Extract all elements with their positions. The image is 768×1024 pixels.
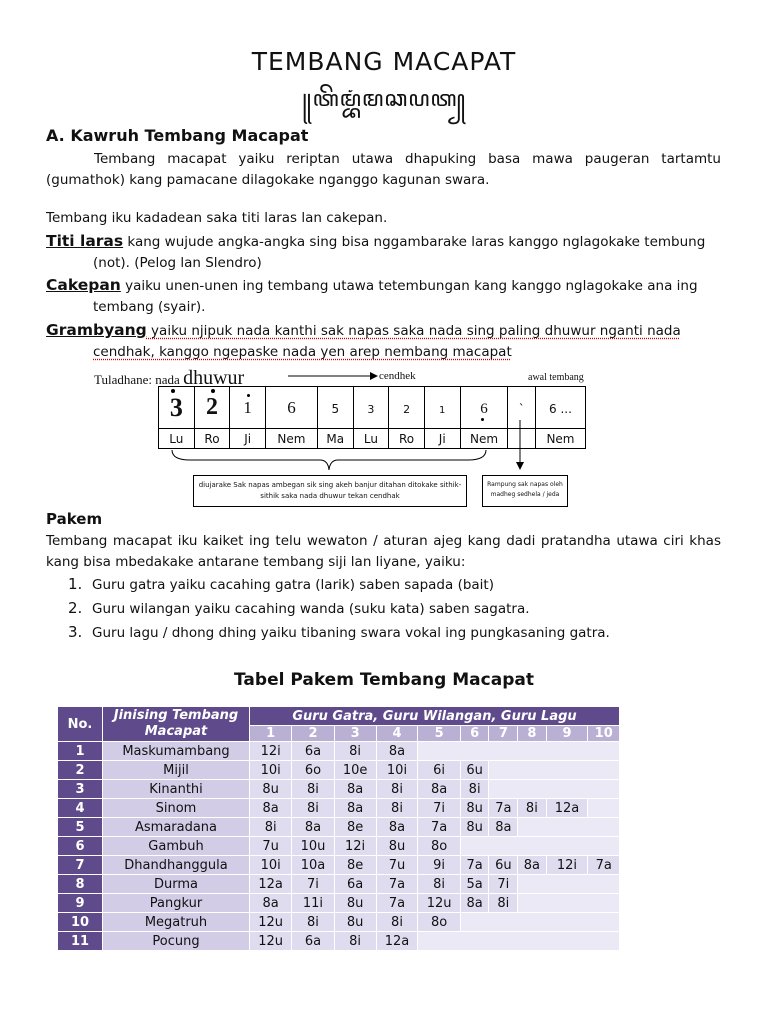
header-group: Guru Gatra, Guru Wilangan, Guru Lagu <box>250 707 620 726</box>
example-label-low: cendhek <box>379 370 416 382</box>
octave-dot-3 <box>247 394 250 397</box>
value-cell: 9i <box>418 856 460 875</box>
row-number: 2 <box>58 761 103 780</box>
list-text: Guru lagu / dhong dhing yaiku tibaning swara vokal ing pungkasaning gatra. <box>92 625 610 641</box>
syllable-4: Nem <box>265 429 317 449</box>
value-cell: 12i <box>546 856 588 875</box>
tembang-name: Gambuh <box>103 837 250 856</box>
note-5: 5 <box>331 402 340 416</box>
list-item <box>68 573 728 597</box>
note-11: 6 ... <box>549 402 572 416</box>
empty-cell <box>518 818 620 837</box>
empty-cell <box>489 780 620 799</box>
value-cell: 8i <box>250 818 292 837</box>
tembang-name: Sinom <box>103 799 250 818</box>
value-cell: 6u <box>489 856 518 875</box>
row-number: 4 <box>58 799 103 818</box>
titi-laras-term: Titi laras <box>46 232 124 250</box>
value-cell: 12i <box>334 837 376 856</box>
value-cell: 10i <box>250 856 292 875</box>
tembang-name: Megatruh <box>103 913 250 932</box>
tembang-name: Durma <box>103 875 250 894</box>
syllable-1: Lu <box>159 429 195 449</box>
row-number: 5 <box>58 818 103 837</box>
value-cell: 10u <box>292 837 334 856</box>
syllable-6: Lu <box>353 429 389 449</box>
grambyang-text-cont: cendhak, kanggo ngepaske nada yen arep nembang macapat <box>93 344 512 360</box>
empty-cell <box>518 894 620 913</box>
value-cell: 12i <box>250 742 292 761</box>
column-header: 2 <box>292 726 334 742</box>
value-cell: 11i <box>292 894 334 913</box>
value-cell: 8i <box>460 780 489 799</box>
example-label-start: awal tembang <box>528 372 584 383</box>
table-title: Tabel Pakem Tembang Macapat <box>234 670 534 690</box>
pakem-heading: Pakem <box>46 510 103 528</box>
value-cell: 10a <box>292 856 334 875</box>
row-number: 6 <box>58 837 103 856</box>
value-cell: 12a <box>546 799 588 818</box>
column-header: 3 <box>334 726 376 742</box>
column-header: 4 <box>376 726 418 742</box>
value-cell: 8e <box>334 856 376 875</box>
cakepan-text-cont: tembang (syair). <box>93 299 206 315</box>
value-cell: 8i <box>376 799 418 818</box>
pakem-intro: Tembang macapat iku kaiket ing telu wewaton / aturan ajeg kang dadi pratandha utawa ciri khas kang bisa mbedakake antarane tembang siji lan liyane, yaiku: <box>46 533 721 570</box>
value-cell: 8e <box>334 818 376 837</box>
page-title: TEMBANG MACAPAT <box>251 47 517 76</box>
value-cell: 8u <box>460 799 489 818</box>
syllable-11: Nem <box>535 429 585 449</box>
table-row <box>58 761 620 780</box>
example-label-prefix: Tuladhane: nada <box>94 372 180 387</box>
list-item <box>68 621 728 645</box>
table-header-row <box>58 707 620 726</box>
empty-cell <box>418 742 620 761</box>
grouping-brace-icon <box>170 448 488 472</box>
value-cell: 7i <box>292 875 334 894</box>
value-cell: 8u <box>250 780 292 799</box>
value-cell: 6a <box>292 742 334 761</box>
section-a-heading: A. Kawruh Tembang Macapat <box>46 126 309 145</box>
value-cell: 5a <box>460 875 489 894</box>
value-cell: 7i <box>418 799 460 818</box>
table-row <box>58 856 620 875</box>
value-cell: 7a <box>489 799 518 818</box>
list-number: 2. <box>68 599 83 617</box>
row-number: 11 <box>58 932 103 951</box>
syllable-7: Ro <box>389 429 425 449</box>
empty-cell <box>518 875 620 894</box>
value-cell: 12u <box>250 913 292 932</box>
list-item <box>68 597 728 621</box>
list-text: Guru gatra yaiku cacahing gatra (larik) saben sapada (bait) <box>92 577 494 593</box>
value-cell: 10i <box>250 761 292 780</box>
cakepan-definition <box>46 275 726 297</box>
list-number: 3. <box>68 623 83 641</box>
cakepan-term: Cakepan <box>46 276 121 294</box>
value-cell: 8i <box>376 913 418 932</box>
value-cell: 8a <box>376 742 418 761</box>
tembang-name: Pangkur <box>103 894 250 913</box>
tembang-name: Dhandhanggula <box>103 856 250 875</box>
breath-explanation-box: diujarake Sak napas ambegan sik sing akeh banjur ditahan ditokake sithik-sithik saka nada dhuwur tekan cendhak <box>193 475 467 507</box>
octave-dot-1 <box>171 389 175 393</box>
note-10: ` <box>518 402 525 416</box>
column-header: 7 <box>489 726 518 742</box>
value-cell: 8u <box>334 913 376 932</box>
value-cell: 8i <box>376 780 418 799</box>
syllable-5: Ma <box>317 429 353 449</box>
value-cell: 8i <box>334 742 376 761</box>
table-row <box>58 818 620 837</box>
note-8: 1 <box>439 405 446 416</box>
pakem-table <box>57 706 620 951</box>
row-number: 3 <box>58 780 103 799</box>
value-cell: 8a <box>376 818 418 837</box>
syllable-8: Ji <box>424 429 460 449</box>
composition-sentence: Tembang iku kadadean saka titi laras lan cakepan. <box>46 210 388 226</box>
value-cell: 8a <box>334 780 376 799</box>
tembang-name: Asmaradana <box>103 818 250 837</box>
header-name: Jinising Tembang Macapat <box>103 707 250 742</box>
table-row <box>58 913 620 932</box>
value-cell: 7a <box>418 818 460 837</box>
tembang-name: Pocung <box>103 932 250 951</box>
value-cell: 8a <box>334 799 376 818</box>
syllable-2: Ro <box>194 429 230 449</box>
value-cell: 8a <box>489 818 518 837</box>
column-header: 6 <box>460 726 489 742</box>
value-cell: 8i <box>418 875 460 894</box>
value-cell: 8i <box>292 780 334 799</box>
value-cell: 12a <box>250 875 292 894</box>
value-cell: 8u <box>460 818 489 837</box>
value-cell: 8a <box>518 856 546 875</box>
intro-paragraph: Tembang macapat yaiku reriptan utawa dhapuking basa mawa paugeran tartamtu (gumathok) kang pamacane dilagokake nganggo kagunan swara. <box>46 151 721 188</box>
list-number: 1. <box>68 575 83 593</box>
value-cell: 8i <box>489 894 518 913</box>
octave-dot-2 <box>211 389 215 393</box>
table-row <box>58 742 620 761</box>
note-2: 2 <box>205 394 218 420</box>
value-cell: 7a <box>460 856 489 875</box>
titi-laras-definition <box>46 231 726 253</box>
value-cell: 7a <box>588 856 620 875</box>
value-cell: 7a <box>376 894 418 913</box>
table-row <box>58 837 620 856</box>
value-cell: 7u <box>250 837 292 856</box>
octave-dot-4 <box>481 418 484 421</box>
value-cell: 8i <box>334 932 376 951</box>
value-cell: 6o <box>292 761 334 780</box>
note-1: 3 <box>169 392 183 422</box>
cakepan-text: yaiku unen-unen ing tembang utawa tetembungan kang kanggo nglagokake ana ing <box>120 278 698 294</box>
value-cell: 7a <box>376 875 418 894</box>
empty-cell <box>588 799 620 818</box>
tembang-name: Kinanthi <box>103 780 250 799</box>
note-4: 6 <box>287 397 296 417</box>
titi-laras-text-cont: (not). (Pelog lan Slendro) <box>93 255 262 271</box>
column-header: 1 <box>250 726 292 742</box>
grambyang-definition <box>46 320 726 342</box>
value-cell: 8o <box>418 837 460 856</box>
column-header: 8 <box>518 726 546 742</box>
row-number: 10 <box>58 913 103 932</box>
note-6: 3 <box>367 403 375 416</box>
value-cell: 8i <box>518 799 546 818</box>
value-cell: 6u <box>460 761 489 780</box>
value-cell: 8a <box>460 894 489 913</box>
value-cell: 8i <box>292 913 334 932</box>
value-cell: 6a <box>292 932 334 951</box>
note-7: 2 <box>403 403 411 416</box>
tembang-name: Mijil <box>103 761 250 780</box>
table-row <box>58 894 620 913</box>
value-cell: 8o <box>418 913 460 932</box>
header-no: No. <box>58 707 103 742</box>
table-row <box>58 780 620 799</box>
grambyang-text: yaiku njipuk nada kanthi sak napas saka nada sing paling dhuwur nganti nada <box>146 323 681 339</box>
value-cell: 10i <box>376 761 418 780</box>
direction-arrow-icon <box>288 370 378 382</box>
value-cell: 8u <box>334 894 376 913</box>
value-cell: 8u <box>376 837 418 856</box>
value-cell: 8a <box>250 894 292 913</box>
example-label-high: dhuwur <box>183 367 245 389</box>
value-cell: 6a <box>334 875 376 894</box>
value-cell: 12a <box>376 932 418 951</box>
column-header: 5 <box>418 726 460 742</box>
table-row <box>58 799 620 818</box>
value-cell: 7i <box>489 875 518 894</box>
empty-cell <box>418 932 620 951</box>
tembang-name: Maskumambang <box>103 742 250 761</box>
row-number: 8 <box>58 875 103 894</box>
javanese-script-title: ꧋ꦠꦼꦩ꧀ꦧꦁꦩꦕꦥꦠ꧀ <box>301 87 467 112</box>
note-3: 1 <box>243 397 252 417</box>
list-text: Guru wilangan yaiku cacahing wanda (suku kata) saben sagatra. <box>92 601 530 617</box>
table-row <box>58 932 620 951</box>
value-cell: 12u <box>250 932 292 951</box>
row-number: 1 <box>58 742 103 761</box>
value-cell: 7u <box>376 856 418 875</box>
pause-explanation-box: Rampung sak napas oleh madheg sedhela / jeda <box>482 475 568 507</box>
row-number: 7 <box>58 856 103 875</box>
empty-cell <box>460 913 619 932</box>
table-row <box>58 875 620 894</box>
value-cell: 12u <box>418 894 460 913</box>
down-arrow-icon <box>514 420 526 470</box>
titi-laras-text: kang wujude angka-angka sing bisa nggambarake laras kanggo nglagokake tembung <box>123 234 706 250</box>
empty-cell <box>460 837 619 856</box>
value-cell: 8a <box>292 818 334 837</box>
value-cell: 10e <box>334 761 376 780</box>
grambyang-term: Grambyang <box>46 321 147 339</box>
pakem-list <box>68 573 728 645</box>
column-header: 10 <box>588 726 620 742</box>
syllable-9: Nem <box>460 429 508 449</box>
row-number: 9 <box>58 894 103 913</box>
value-cell: 8i <box>292 799 334 818</box>
empty-cell <box>489 761 620 780</box>
column-header: 9 <box>546 726 588 742</box>
syllable-3: Ji <box>230 429 266 449</box>
value-cell: 8a <box>418 780 460 799</box>
value-cell: 8a <box>250 799 292 818</box>
note-9: 6 <box>480 400 488 417</box>
value-cell: 6i <box>418 761 460 780</box>
